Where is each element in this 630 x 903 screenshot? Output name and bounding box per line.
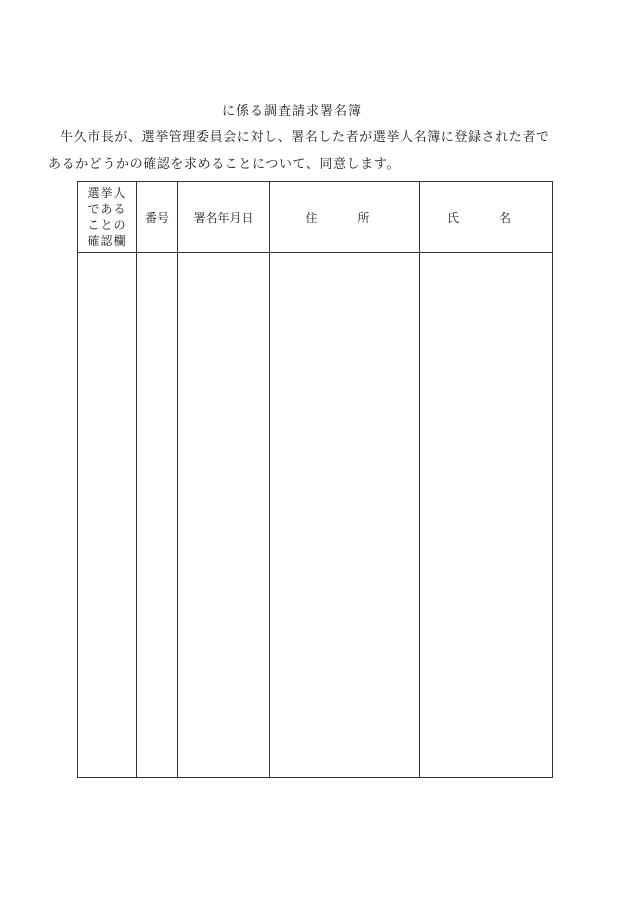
header-number: 番号 bbox=[137, 182, 178, 253]
header-voter-confirmation-line: 確認欄 bbox=[87, 234, 127, 248]
signature-entry-area bbox=[78, 253, 553, 778]
consent-statement-line-1: 牛久市長が、選挙管理委員会に対し、署名した者が選挙人名簿に登録された者で bbox=[60, 130, 550, 145]
header-voter-confirmation-line: 選挙人 bbox=[87, 186, 127, 200]
consent-statement-line-2: あるかどうかの確認を求めることについて、同意します。 bbox=[48, 157, 401, 172]
signature-date-cell[interactable] bbox=[178, 253, 270, 778]
signature-table-header-row bbox=[78, 182, 553, 253]
header-voter-confirmation-line: ことの bbox=[87, 218, 127, 232]
header-signature-date: 署名年月日 bbox=[178, 182, 270, 253]
header-voter-confirmation-line: である bbox=[87, 202, 127, 216]
number-cell[interactable] bbox=[137, 253, 178, 778]
header-address: 住 所 bbox=[270, 182, 420, 253]
signature-table bbox=[77, 181, 553, 778]
voter-confirmation-cell[interactable] bbox=[78, 253, 137, 778]
address-cell[interactable] bbox=[270, 253, 420, 778]
name-cell[interactable] bbox=[420, 253, 553, 778]
page-title: に係る調査請求署名簿 bbox=[222, 104, 363, 119]
consent-statement bbox=[48, 124, 588, 178]
header-name: 氏 名 bbox=[420, 182, 553, 253]
header-voter-confirmation bbox=[78, 182, 137, 253]
